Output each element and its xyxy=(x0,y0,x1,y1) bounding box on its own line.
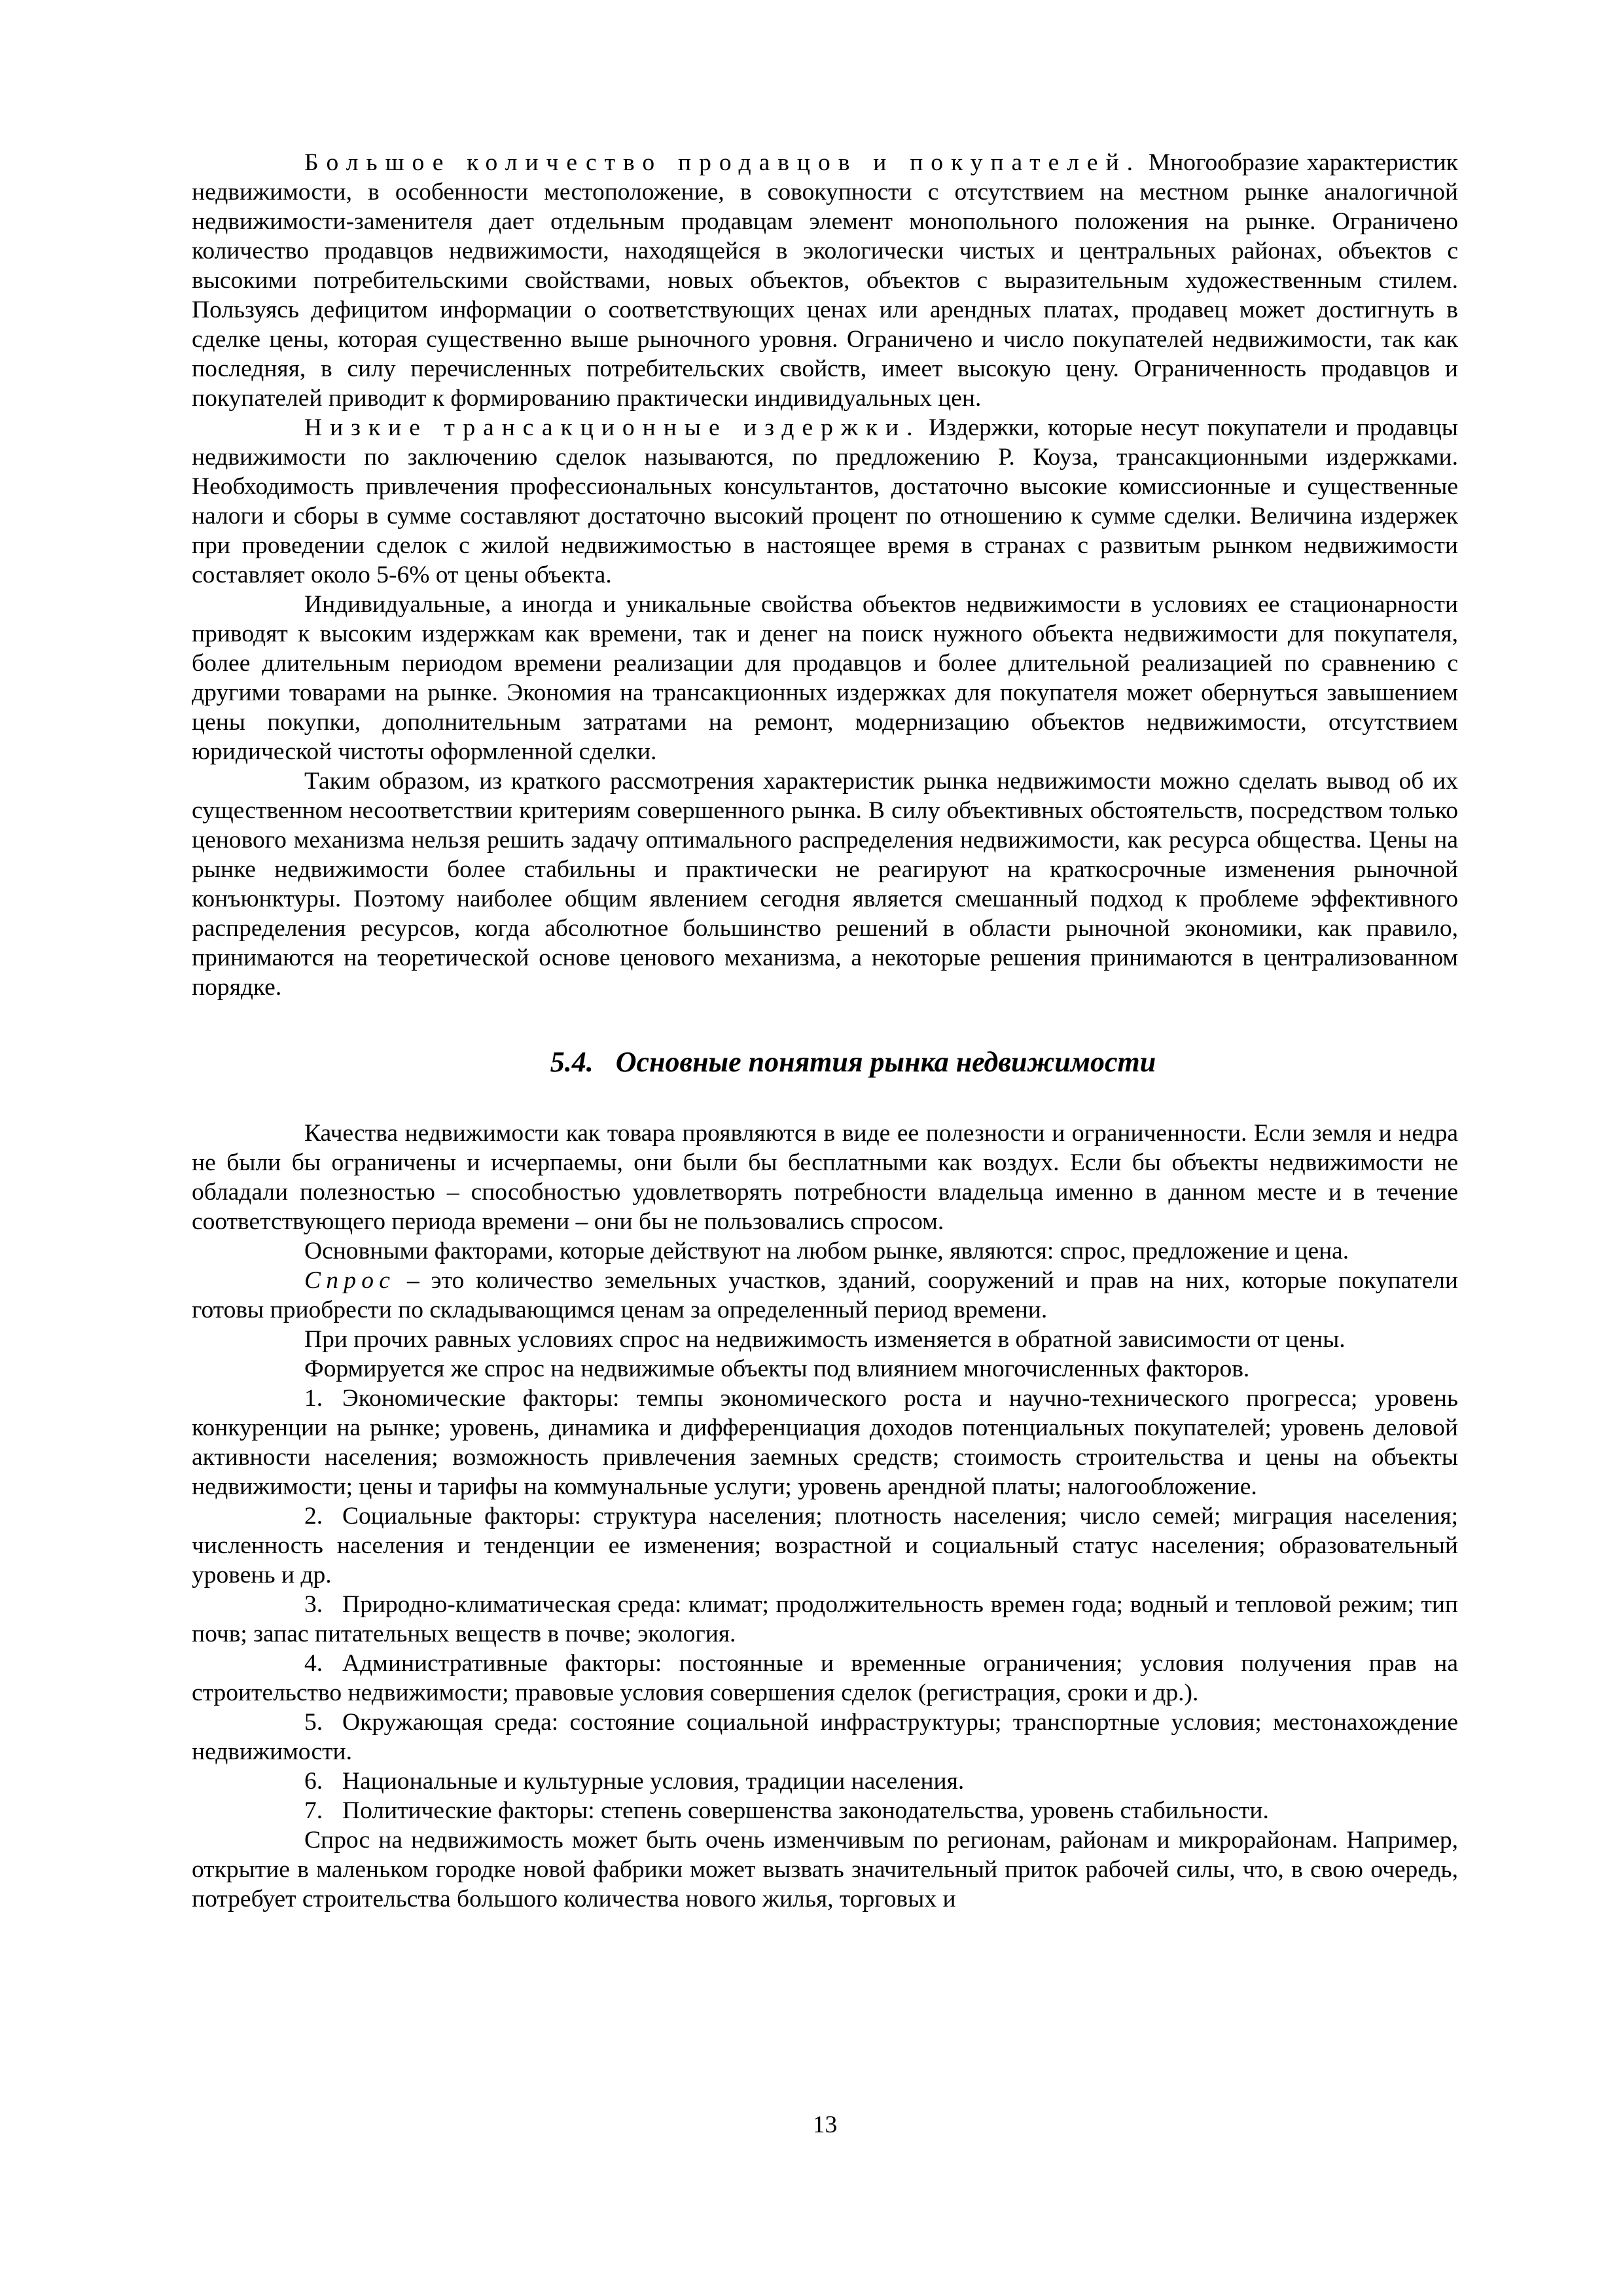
paragraph-transaction-costs: Низкие трансакционные издержки. Издержки, которые несут покупатели и продавцы недвижимости по заключению сделок называются, по предложению Р. Коуза, трансакционными издержками. Необходимость привлечения профессиональных консультантов, достаточно высокие комиссионные и существенные налоги и сборы в сумме составляют достаточно высокий процент по отношению к сумме сделки. Величина издержек при проведении сделок с жилой недвижимостью в настоящее время в странах с развитым рынком недвижимости составляет около 5-6% от цены объекта. xyxy=(192,414,1458,588)
paragraph-conclusion: Таким образом, из краткого рассмотрения характеристик рынка недвижимости можно сделать вывод об их существенном несоответствии критериям совершенного рынка. В силу объективных обстоятельств, посредством только ценового механизма нельзя решить задачу оптимального распределения недвижимости, как ресурса общества. Цены на рынке недвижимости более стабильны и практически не реагируют на краткосрочные изменения рыночной конъюнктуры. Поэтому наиболее общим явлением сегодня является смешанный подход к проблеме эффективного распределения ресурсов, когда абсолютное большинство решений в области рыночной экономики, как правило, принимаются на теоретической основе ценового механизма, а некоторые решения принимаются в централизованном порядке. xyxy=(192,768,1458,1001)
paragraph-individual-properties: Индивидуальные, а иногда и уникальные свойства объектов недвижимости в условиях ее стационарности приводят к высоким издержкам как времени, так и денег на поиск нужного объекта недвижимости для покупателя, более длительным периодом времени реализации для продавцов и более длительной реализацией по сравнению с другими товарами на рынке. Экономия на трансакционных издержках для покупателя может обернуться завышением цены покупки, дополнительным затратами на ремонт, модернизацию объектов недвижимости, отсутствием юридической чистоты оформленной сделки. xyxy=(192,591,1458,765)
page-number: 13 xyxy=(812,2111,838,2138)
paragraph-demand-variability: Спрос на недвижимость может быть очень изменчивым по регионам, районам и микрорайонам. Например, открытие в маленьком городке новой фабрики может вызвать значительный приток рабочей силы, что, в свою очередь, потребует строительства большого количества нового жилья, торговых и xyxy=(192,1827,1458,1912)
list-item-factor-5: 5. Окружающая среда: состояние социальной инфраструктуры; транспортные условия; местонахождение недвижимости. xyxy=(192,1709,1458,1765)
list-item-factor-7: 7. Политические факторы: степень совершенства законодательства, уровень стабильности. xyxy=(304,1797,1269,1824)
term-sellers-buyers: Большое количество продавцов и покупателей. xyxy=(304,149,1141,176)
list-item-factor-4: 4. Административные факторы: постоянные и временные ограничения; условия получения прав на строительство недвижимости; правовые условия совершения сделок (регистрация, сроки и др.). xyxy=(192,1650,1458,1706)
section-number: 5.4. xyxy=(550,1046,594,1078)
paragraph-demand-definition: Спрос – это количество земельных участков, зданий, сооружений и прав на них, которые покупатели готовы приобрести по складывающимся ценам за определенный период времени. xyxy=(192,1267,1458,1323)
paragraph-qualities: Качества недвижимости как товара проявляются в виде ее полезности и ограниченности. Если земля и недра не были бы ограничены и исчерпаемы, они были бы бесплатными как воздух. Если бы объекты недвижимости не обладали полезностью – способностью удовлетворять потребности владельца именно в данном месте и в течение соответствующего периода времени – они бы не пользовались спросом. xyxy=(192,1120,1458,1235)
list-item-factor-6: 6. Национальные и культурные условия, традиции населения. xyxy=(304,1768,965,1795)
section-title: Основные понятия рынка недвижимости xyxy=(615,1046,1156,1078)
list-item-factor-2: 2. Социальные факторы: структура населения; плотность населения; число семей; миграция населения; численность населения и тенденции ее изменения; возрастной и социальный статус населения; образовательный уровень и др. xyxy=(192,1503,1458,1588)
term-transaction-costs: Низкие трансакционные издержки. xyxy=(304,414,921,441)
paragraph-demand-price: При прочих равных условиях спрос на недвижимость изменяется в обратной зависимости от цены. xyxy=(304,1326,1346,1353)
list-item-factor-3: 3. Природно-климатическая среда: климат; продолжительность времен года; водный и тепловой режим; тип почв; запас питательных веществ в почве; экология. xyxy=(192,1591,1458,1647)
term-demand: Спрос xyxy=(304,1267,396,1294)
section-heading xyxy=(192,1043,1458,1082)
paragraph-sellers-buyers: Большое количество продавцов и покупателей. Многообразие характеристик недвижимости, в особенности местоположение, в совокупности с отсутствием на местном рынке аналогичной недвижимости-заменителя дает отдельным продавцам элемент монопольного положения на рынке. Ограничено количество продавцов недвижимости, находящейся в экологически чистых и центральных районах, объектов с высокими потребительскими свойствами, новых объектов, объектов с выразительным художественным стилем. Пользуясь дефицитом информации о соответствующих ценах или арендных платах, продавец может достигнуть в сделке цены, которая существенно выше рыночного уровня. Ограничено и число покупателей недвижимости, так как последняя, в силу перечисленных потребительских свойств, имеет высокую цену. Ограниченность продавцов и покупателей приводит к формированию практически индивидуальных цен. xyxy=(192,149,1458,412)
list-item-factor-1: 1. Экономические факторы: темпы экономического роста и научно-технического прогресса; уровень конкуренции на рынке; уровень, динамика и дифференциация доходов потенциальных покупателей; уровень деловой активности населения; возможность привлечения заемных средств; стоимость строительства и цены на объекты недвижимости; цены и тарифы на коммунальные услуги; уровень арендной платы; налогообложение. xyxy=(192,1385,1458,1500)
paragraph-demand-formation: Формируется же спрос на недвижимые объекты под влиянием многочисленных факторов. xyxy=(304,1355,1250,1382)
paragraph-main-factors: Основными факторами, которые действуют на любом рынке, являются: спрос, предложение и цена. xyxy=(304,1238,1349,1265)
